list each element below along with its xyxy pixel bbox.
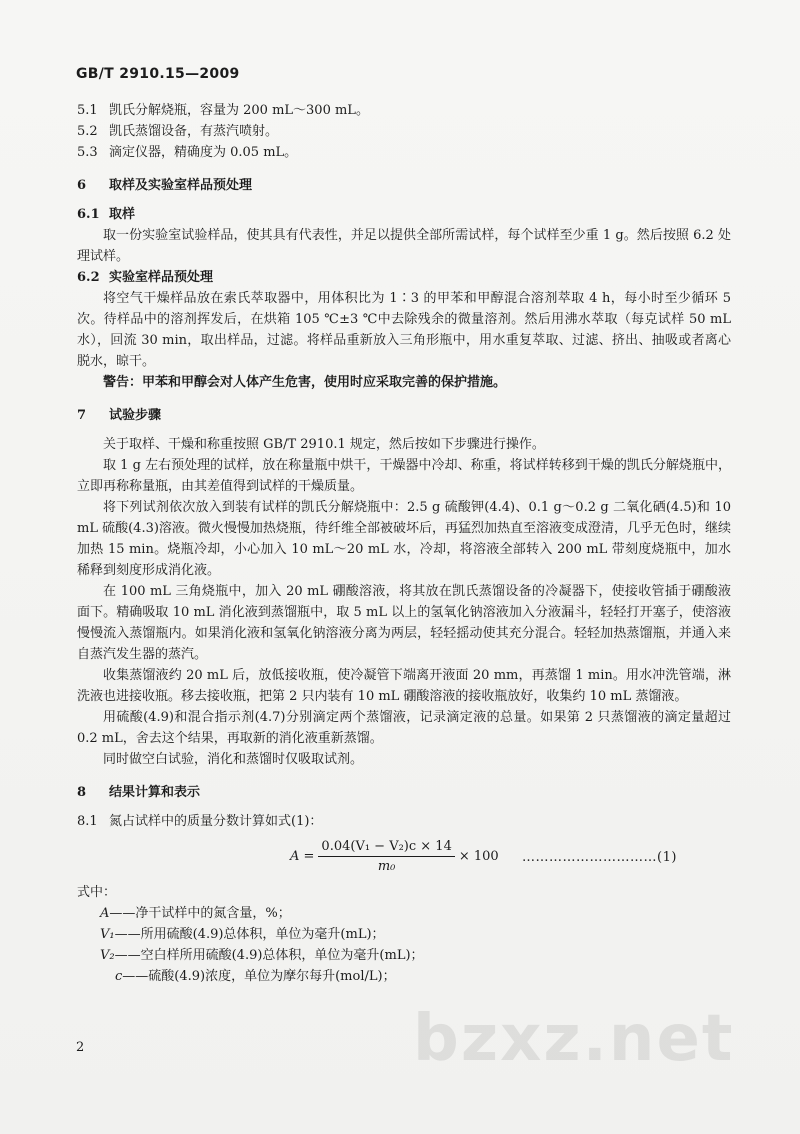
- formula-multiplier: × 100: [458, 849, 499, 864]
- formula-expression: [290, 838, 499, 875]
- formula-denominator: m₀: [377, 859, 396, 874]
- formula-fraction: [318, 838, 454, 875]
- formula-lhs: A =: [290, 849, 315, 864]
- section-title: 结果计算和表示: [109, 785, 201, 800]
- variable-description: ——所用硫酸(4.9)总体积，单位为毫升(mL)；: [114, 927, 385, 942]
- document-body: [77, 100, 731, 987]
- watermark-logo: bzxz.net: [413, 1002, 735, 1076]
- variable-symbol: V₁: [100, 927, 115, 942]
- paragraph-procedure-7: 同时做空白试验，消化和蒸馏时仅吸取试剂。: [103, 752, 364, 767]
- clause-5-3: [77, 142, 731, 163]
- section-8-heading: [77, 782, 731, 803]
- formula-reference: …………………………(1): [522, 850, 677, 865]
- where-label: 式中：: [77, 885, 117, 900]
- section-number: 6.2: [77, 270, 100, 285]
- standard-code: GB/T 2910.15—2009: [76, 66, 240, 82]
- paragraph-procedure-6: 用硫酸(4.9)和混合指示剂(4.7)分别滴定两个蒸馏液，记录滴定液的总量。如果第 2 只蒸馏液的滴定量超过 0.2 mL，舍去这个结果，再取新的消化液重新蒸馏。: [77, 710, 731, 746]
- variable-symbol: c: [115, 969, 123, 984]
- section-6-2-heading: [77, 267, 731, 288]
- clause-text: 凯氏分解烧瓶，容量为 200 mL～300 mL。: [109, 103, 369, 118]
- paragraph-procedure-4: 在 100 mL 三角烧瓶中，加入 20 mL 硼酸溶液，将其放在凯氏蒸馏设备的冷凝器下，使接收管插于硼酸液面下。精确吸取 10 mL 消化液到蒸馏瓶中，取 5 mL 以上的氢氧化钠溶液加入分液漏斗，轻轻打开塞子，使溶液慢慢流入蒸馏瓶内。如果消化液和氢氧化钠溶液分离为两层，轻轻摇动使其充分混合。轻轻加热蒸馏瓶，并通入来自蒸汽发生器的蒸汽。: [77, 584, 731, 662]
- section-6-heading: [77, 175, 731, 196]
- formula-numerator: 0.04(V₁ − V₂)c × 14: [318, 838, 454, 857]
- section-number: 6.1: [77, 207, 100, 222]
- clause-number: 5.3: [77, 145, 98, 160]
- clause-5-2: [77, 121, 731, 142]
- variable-description: ——净干试样中的氮含量，%；: [109, 906, 291, 921]
- variable-description: ——硫酸(4.9)浓度，单位为摩尔每升(mol/L)；: [122, 969, 396, 984]
- page-number: 2: [76, 1040, 85, 1055]
- section-number: 7: [77, 408, 87, 423]
- variable-definition: [77, 945, 731, 966]
- warning-text: 警告：甲苯和甲醇会对人体产生危害，使用时应采取完善的保护措施。: [103, 375, 507, 390]
- clause-5-1: [77, 100, 731, 121]
- paragraph-procedure-3: 将下列试剂依次放入到装有试样的凯氏分解烧瓶中：2.5 g 硫酸钾(4.4)、0.1 g～0.2 g 二氧化硒(4.5)和 10 mL 硫酸(4.3)溶液。微火慢慢加热烧瓶，待纤维全部被破坏后，再猛烈加热直至溶液变成澄清，几乎无色时，继续加热 15 min。烧瓶冷却，小心加入 10 mL～20 mL 水，冷却，将溶液全部转入 200 mL 带刻度烧瓶中，加水稀释到刻度形成消化液。: [77, 500, 731, 578]
- clause-text: 凯氏蒸馏设备，有蒸汽喷射。: [109, 124, 279, 139]
- paragraph-pretreatment: 将空气干燥样品放在索氏萃取器中，用体积比为 1∶3 的甲苯和甲醇混合溶剂萃取 4 h，每小时至少循环 5 次。待样品中的溶剂挥发后，在烘箱 105 ℃±3 ℃中去除残余的微量溶剂。然后用沸水萃取（每克试样 50 mL 水），回流 30 min，取出样品，过滤。将样品重新放入三角形瓶中，用水重复萃取、过滤、挤出、抽吸或者离心脱水，晾干。: [77, 291, 731, 369]
- section-6-1-heading: [77, 204, 731, 225]
- clause-number: 8.1: [77, 814, 98, 829]
- paragraph-procedure-5: 收集蒸馏液约 20 mL 后，放低接收瓶，使冷凝管下端离开液面 20 mm，再蒸馏 1 min。用水冲洗管端，淋洗液也进接收瓶。移去接收瓶，把第 2 只内装有 10 mL 硼酸溶液的接收瓶放好，收集约 10 mL 蒸馏液。: [77, 668, 731, 704]
- section-title: 取样及实验室样品预处理: [109, 178, 253, 193]
- clause-text: 滴定仪器，精确度为 0.05 mL。: [109, 145, 298, 160]
- clause-text: 氮占试样中的质量分数计算如式(1)：: [109, 814, 323, 829]
- clause-number: 5.2: [77, 124, 98, 139]
- variable-definition: [77, 966, 731, 987]
- variable-description: ——空白样所用硫酸(4.9)总体积，单位为毫升(mL)；: [114, 948, 424, 963]
- variable-symbol: A: [100, 906, 110, 921]
- section-number: 8: [77, 785, 87, 800]
- section-7-heading: [77, 405, 731, 426]
- section-title: 取样: [109, 207, 136, 222]
- section-title: 试验步骤: [109, 408, 162, 423]
- variable-symbol: V₂: [100, 948, 115, 963]
- paragraph-sampling: 取一份实验室试验样品，使其具有代表性，并足以提供全部所需试样，每个试样至少重 1 g。然后按照 6.2 处理试样。: [77, 228, 731, 264]
- variable-definition: [77, 924, 731, 945]
- formula-1: [77, 832, 731, 882]
- section-number: 6: [77, 178, 87, 193]
- paragraph-procedure-2: 取 1 g 左右预处理的试样，放在称量瓶中烘干，干燥器中冷却、称重，将试样转移到干燥的凯氏分解烧瓶中，立即再称称量瓶，由其差值得到试样的干燥质量。: [77, 458, 731, 494]
- variable-definition: [77, 903, 731, 924]
- clause-number: 5.1: [77, 103, 98, 118]
- clause-8-1: [77, 811, 731, 832]
- paragraph-procedure-1: 关于取样、干燥和称重按照 GB/T 2910.1 规定，然后按如下步骤进行操作。: [103, 437, 545, 452]
- section-title: 实验室样品预处理: [109, 270, 214, 285]
